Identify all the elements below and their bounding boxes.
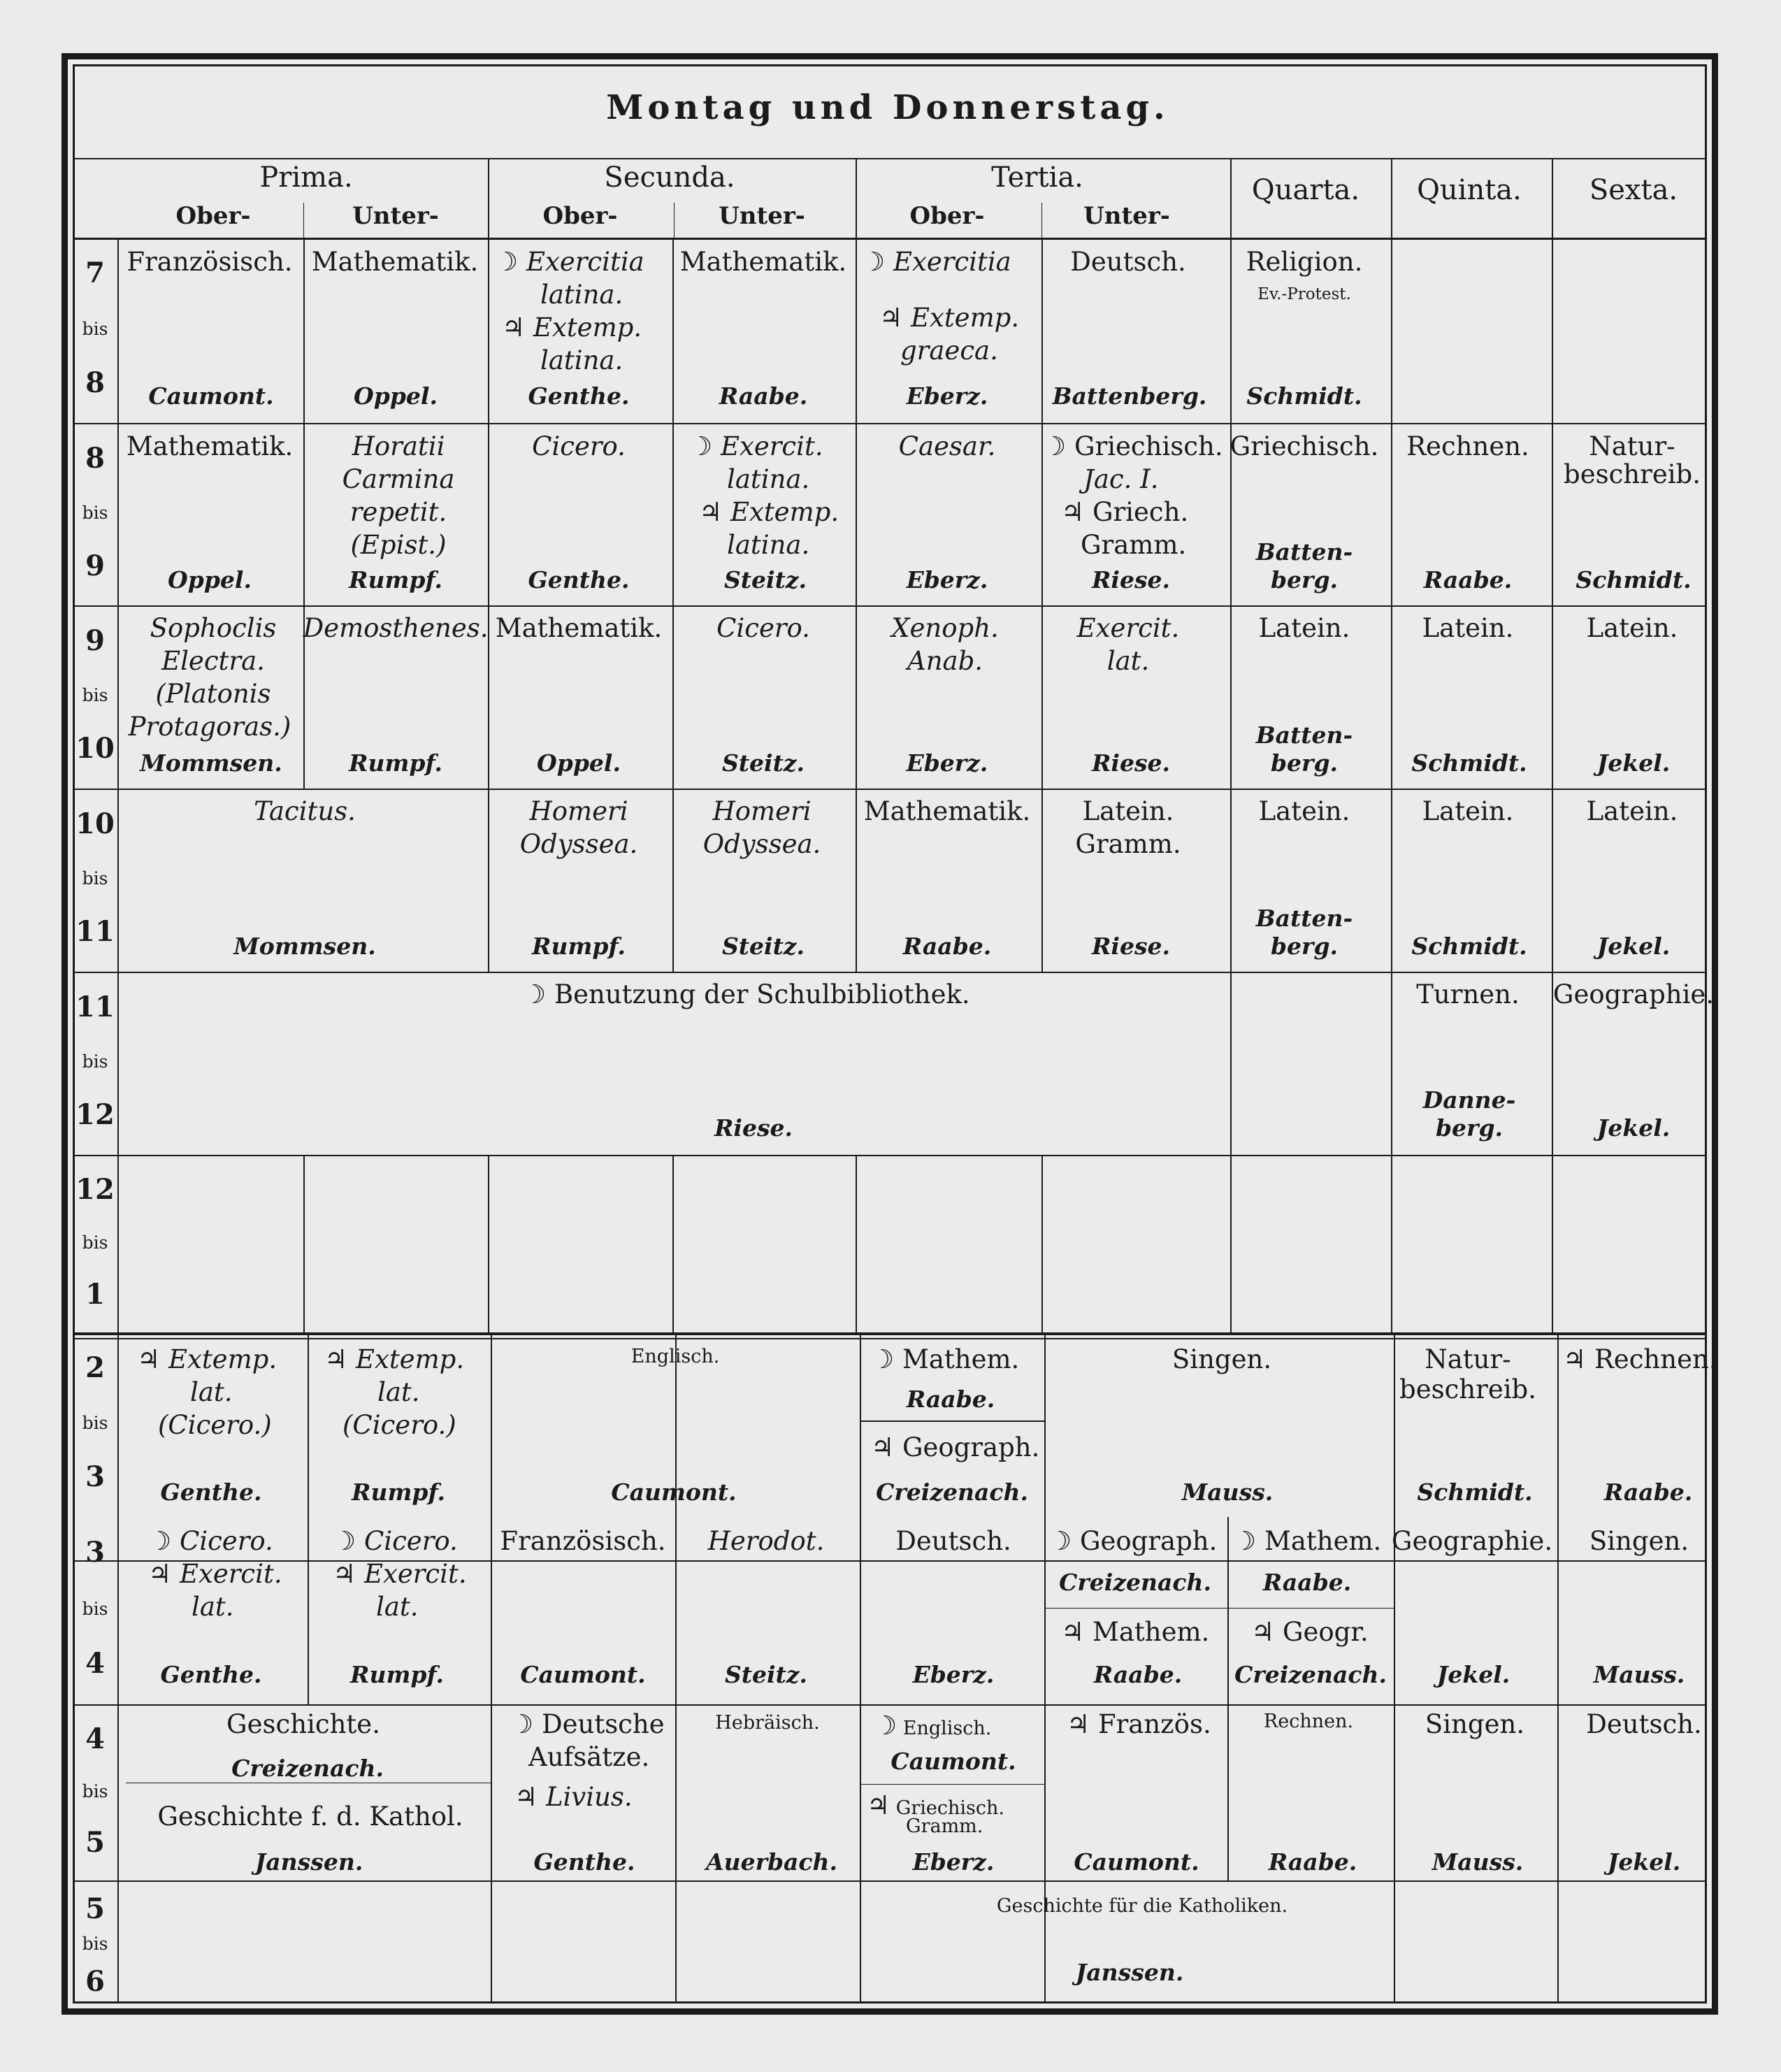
moon-icon: ☽ bbox=[871, 1344, 895, 1374]
grid-line bbox=[856, 238, 857, 972]
cell-teacher: Raabe. bbox=[1268, 1848, 1357, 1876]
grid-line bbox=[73, 789, 1706, 790]
cell-subject: Mathematik. bbox=[863, 796, 1031, 826]
cell-subject-line: (Platonis bbox=[155, 679, 271, 709]
cell-teacher: Rumpf. bbox=[352, 1479, 445, 1506]
cell-subject-line: Latein. bbox=[1082, 796, 1174, 826]
jupiter-icon: ♃ bbox=[867, 1790, 891, 1820]
cell-subject-line: Homeri bbox=[712, 796, 812, 826]
time-bis: bis bbox=[82, 318, 108, 339]
time-hour: 9 bbox=[85, 549, 105, 582]
grid-line bbox=[73, 238, 1706, 240]
cell-teacher: berg. bbox=[1435, 1114, 1504, 1142]
cell-subject-line: repetit. bbox=[349, 497, 447, 527]
time-hour: 11 bbox=[75, 915, 115, 949]
cell-subject: Mathematik. bbox=[126, 431, 294, 461]
cell-teacher: Batten- bbox=[1255, 538, 1353, 566]
jupiter-icon: ♃ bbox=[1067, 1709, 1090, 1739]
grid-line bbox=[308, 1332, 309, 1704]
jupiter-icon: ♃ bbox=[333, 1559, 356, 1589]
time-bis: bis bbox=[82, 1413, 108, 1434]
cell-subject: ♃ Mathem. bbox=[1061, 1617, 1210, 1647]
grid-line bbox=[1391, 238, 1392, 1332]
header-sexta: Sexta. bbox=[1589, 174, 1678, 206]
grid-line bbox=[73, 1155, 1706, 1156]
cell-teacher: berg. bbox=[1270, 749, 1339, 777]
cell-subject-line: Anab. bbox=[907, 646, 983, 676]
cell-subject-line: lat. bbox=[377, 1377, 420, 1407]
cell-subject-line: Odyssea. bbox=[519, 829, 638, 859]
cell-subject-line: lat. bbox=[1106, 646, 1150, 676]
cell-subject: Demosthenes. bbox=[303, 613, 489, 643]
jupiter-icon: ♃ bbox=[514, 1782, 538, 1812]
jupiter-icon: ♃ bbox=[148, 1559, 172, 1589]
time-bis: bis bbox=[82, 502, 108, 523]
cell-teacher: Eberz. bbox=[912, 1661, 995, 1688]
grid-line bbox=[675, 1332, 677, 2003]
header-quinta: Quinta. bbox=[1417, 174, 1522, 206]
cell-subject-line: graeca. bbox=[900, 336, 998, 366]
time-hour: 9 bbox=[85, 624, 105, 657]
cell-subject: ♃ Französ. bbox=[1067, 1709, 1211, 1739]
jupiter-icon: ♃ bbox=[1061, 1617, 1085, 1647]
cell-subject: ☽ Exercitia bbox=[495, 247, 644, 277]
header-tertia-ober: Ober- bbox=[909, 202, 985, 230]
cell-teacher: Steitz. bbox=[723, 566, 807, 593]
moon-icon: ☽ bbox=[1043, 431, 1067, 461]
cell-teacher: Batten- bbox=[1255, 905, 1353, 932]
moon-icon: ☽ bbox=[862, 247, 886, 277]
cell-teacher: Jekel. bbox=[1596, 933, 1671, 960]
cell-subject: ☽ Mathem. bbox=[871, 1344, 1020, 1374]
cell-subject: Latein. bbox=[1422, 796, 1514, 826]
grid-line bbox=[856, 1155, 857, 1332]
cell-teacher: Caumont. bbox=[611, 1479, 737, 1506]
grid-line bbox=[488, 238, 489, 972]
cell-subject: Geographie. bbox=[1391, 1526, 1553, 1556]
time-hour: 4 bbox=[85, 1646, 105, 1680]
jupiter-icon: ♃ bbox=[1251, 1617, 1275, 1647]
cell-teacher: Jekel. bbox=[1596, 749, 1671, 777]
cell-subject-line: Exercit. bbox=[1076, 613, 1180, 643]
cell-teacher: Jekel. bbox=[1596, 1114, 1671, 1142]
jupiter-icon: ♃ bbox=[1061, 497, 1085, 527]
grid-line bbox=[860, 1784, 1044, 1785]
cell-subject-line: Xenoph. bbox=[891, 613, 999, 643]
cell-subject: Englisch. bbox=[630, 1346, 720, 1367]
cell-teacher: Eberz. bbox=[906, 749, 988, 777]
grid-line bbox=[1552, 238, 1553, 1332]
cell-subject-line: lat. bbox=[190, 1377, 233, 1407]
time-hour: 1 bbox=[85, 1277, 105, 1311]
cell-teacher: Genthe. bbox=[528, 566, 630, 593]
cell-subject: Latein. bbox=[1258, 613, 1350, 643]
cell-subject: ♃ Exercit. bbox=[333, 1559, 467, 1589]
time-hour: 12 bbox=[75, 1098, 115, 1132]
cell-subject: Französisch. bbox=[127, 247, 293, 277]
cell-teacher: Raabe. bbox=[1423, 566, 1513, 593]
cell-teacher: Raabe. bbox=[1093, 1661, 1183, 1688]
grid-line bbox=[303, 203, 304, 238]
cell-subject: Singen. bbox=[1425, 1709, 1525, 1739]
moon-icon: ☽ bbox=[1048, 1526, 1072, 1556]
grid-line bbox=[73, 972, 1706, 973]
cell-teacher: Genthe. bbox=[160, 1479, 262, 1506]
cell-subject-line: Natur- bbox=[1589, 431, 1675, 461]
cell-subject: Latein. bbox=[1422, 613, 1514, 643]
cell-subject: ♃ Griechisch. bbox=[867, 1790, 1004, 1820]
moon-icon: ☽ bbox=[148, 1526, 172, 1556]
cell-subject: Deutsch. bbox=[1070, 247, 1186, 277]
cell-subject-line: latina. bbox=[540, 345, 623, 375]
cell-teacher: Schmidt. bbox=[1411, 933, 1527, 960]
time-bis: bis bbox=[82, 1232, 108, 1253]
jupiter-icon: ♃ bbox=[137, 1344, 161, 1374]
time-hour: 10 bbox=[75, 732, 115, 765]
cell-teacher: Steitz. bbox=[721, 933, 805, 960]
grid-line bbox=[672, 238, 674, 972]
cell-subject: Cicero. bbox=[532, 431, 626, 461]
cell-subject-line: Electra. bbox=[161, 646, 265, 676]
cell-note: Ev.-Protest. bbox=[1257, 285, 1351, 303]
cell-teacher: Creizenach. bbox=[1234, 1661, 1387, 1688]
cell-subject-line: Horatii bbox=[352, 431, 445, 461]
cell-subject-line: (Cicero.) bbox=[342, 1410, 456, 1440]
cell-teacher: Jekel. bbox=[1607, 1848, 1681, 1876]
cell-teacher: Genthe. bbox=[528, 382, 630, 410]
header-secunda: Secunda. bbox=[604, 161, 735, 194]
grid-line bbox=[303, 238, 305, 789]
cell-teacher: Schmidt. bbox=[1417, 1479, 1533, 1506]
cell-subject: ☽ Cicero. bbox=[148, 1526, 273, 1556]
grid-line bbox=[1041, 1155, 1043, 1332]
time-hour: 10 bbox=[75, 807, 115, 840]
time-hour: 8 bbox=[85, 366, 105, 399]
cell-teacher: Raabe. bbox=[1603, 1479, 1693, 1506]
cell-subject: ♃ Extemp. bbox=[699, 497, 839, 527]
grid-line bbox=[856, 158, 857, 238]
time-bis: bis bbox=[82, 1598, 108, 1619]
time-hour: 8 bbox=[85, 441, 105, 475]
grid-line bbox=[73, 1880, 1706, 1882]
cell-teacher: Schmidt. bbox=[1246, 382, 1362, 410]
cell-teacher: Raabe. bbox=[719, 382, 808, 410]
time-bis: bis bbox=[82, 1051, 108, 1072]
cell-teacher: Raabe. bbox=[902, 933, 992, 960]
cell-subject: Turnen. bbox=[1416, 979, 1520, 1009]
cell-subject: Französisch. bbox=[500, 1526, 666, 1556]
grid-line bbox=[73, 1704, 1706, 1706]
jupiter-icon: ♃ bbox=[502, 312, 526, 343]
cell-subject: Caesar. bbox=[898, 431, 996, 461]
jupiter-icon: ♃ bbox=[699, 497, 723, 527]
header-tertia: Tertia. bbox=[991, 161, 1083, 194]
cell-subject: ♃ Extemp. bbox=[879, 303, 1020, 333]
cell-subject-line: (Epist.) bbox=[350, 530, 447, 560]
cell-subject: Latein. bbox=[1586, 796, 1678, 826]
cell-subject-line: Protagoras.) bbox=[128, 712, 291, 742]
cell-subject: Geschichte f. d. Kathol. bbox=[157, 1801, 463, 1832]
cell-subject: Geschichte. bbox=[226, 1709, 380, 1739]
header-tertia-unter: Unter- bbox=[1083, 202, 1170, 230]
grid-line bbox=[303, 1155, 305, 1332]
cell-teacher: Batten- bbox=[1255, 721, 1353, 749]
cell-teacher: Oppel. bbox=[168, 566, 252, 593]
cell-teacher: Jekel. bbox=[1436, 1661, 1510, 1688]
cell-subject-line: lat. bbox=[192, 1592, 234, 1622]
cell-subject: Religion. bbox=[1246, 247, 1363, 277]
cell-subject: Herodot. bbox=[707, 1526, 825, 1556]
cell-subject-line: latina. bbox=[540, 280, 623, 310]
jupiter-icon: ♃ bbox=[1563, 1344, 1587, 1374]
jupiter-icon: ♃ bbox=[879, 303, 903, 333]
cell-teacher: Mommsen. bbox=[140, 749, 282, 777]
cell-subject: Tacitus. bbox=[254, 796, 356, 826]
grid-line bbox=[1552, 158, 1553, 238]
cell-subject: Griechisch. bbox=[1230, 431, 1379, 461]
cell-teacher: Schmidt. bbox=[1576, 566, 1692, 593]
cell-subject: Deutsch. bbox=[895, 1526, 1011, 1556]
cell-teacher: Oppel. bbox=[537, 749, 621, 777]
cell-teacher: Caumont. bbox=[148, 382, 274, 410]
grid-line bbox=[1041, 203, 1042, 238]
grid-line bbox=[1044, 1608, 1394, 1609]
cell-subject: ♃ Rechnen. bbox=[1563, 1344, 1717, 1374]
grid-line bbox=[1041, 238, 1043, 972]
cell-subject: ♃ Extemp. bbox=[137, 1344, 277, 1374]
time-hour: 6 bbox=[85, 1965, 105, 1999]
cell-subject: ♃ Exercit. bbox=[148, 1559, 282, 1589]
grid-line bbox=[488, 1155, 489, 1332]
cell-teacher: Danne- bbox=[1422, 1086, 1516, 1114]
cell-subject-line: lat. bbox=[376, 1592, 419, 1622]
cell-teacher: Steitz. bbox=[724, 1661, 808, 1688]
grid-line bbox=[488, 158, 489, 238]
page-title: Montag und Donnerstag. bbox=[606, 88, 1169, 127]
grid-line bbox=[1394, 1332, 1395, 2003]
grid-line bbox=[73, 1332, 1706, 1335]
cell-subject-line: beschreib. bbox=[1399, 1374, 1536, 1404]
cell-teacher: Eberz. bbox=[906, 566, 988, 593]
grid-line bbox=[73, 423, 1706, 424]
cell-teacher: Rumpf. bbox=[349, 566, 442, 593]
header-secunda-unter: Unter- bbox=[719, 202, 805, 230]
time-hour: 2 bbox=[85, 1351, 105, 1385]
cell-subject: ♃ Extemp. bbox=[324, 1344, 465, 1374]
cell-subject-line: Jac. I. bbox=[1083, 464, 1159, 494]
cell-teacher: berg. bbox=[1270, 566, 1339, 593]
cell-subject: Deutsch. bbox=[1586, 1709, 1702, 1739]
cell-subject-line: Gramm. bbox=[1081, 530, 1187, 560]
cell-teacher: Janssen. bbox=[254, 1848, 363, 1876]
cell-subject-line: latina. bbox=[727, 530, 810, 560]
moon-icon: ☽ bbox=[874, 1711, 897, 1741]
cell-teacher: Rumpf. bbox=[350, 1661, 444, 1688]
moon-icon: ☽ bbox=[1233, 1526, 1257, 1556]
header-prima-unter: Unter- bbox=[352, 202, 439, 230]
cell-subject: Mathematik. bbox=[679, 247, 847, 277]
cell-teacher: Creizenach. bbox=[876, 1479, 1028, 1506]
jupiter-icon: ♃ bbox=[871, 1432, 895, 1462]
cell-teacher: Raabe. bbox=[906, 1386, 995, 1413]
cell-subject: ☽ Benutzung der Schulbibliothek. bbox=[523, 979, 970, 1009]
cell-subject: ☽ Geograph. bbox=[1048, 1526, 1218, 1556]
cell-teacher: Steitz. bbox=[721, 749, 805, 777]
jupiter-icon: ♃ bbox=[324, 1344, 348, 1374]
header-prima: Prima. bbox=[259, 161, 353, 194]
cell-teacher: Caumont. bbox=[520, 1661, 646, 1688]
cell-teacher: Genthe. bbox=[160, 1661, 262, 1688]
cell-subject: Singen. bbox=[1171, 1344, 1272, 1374]
cell-teacher: Mauss. bbox=[1432, 1848, 1524, 1876]
time-hour: 12 bbox=[75, 1172, 115, 1206]
time-hour: 4 bbox=[85, 1722, 105, 1755]
cell-teacher: Rumpf. bbox=[349, 749, 442, 777]
cell-subject: ♃ Geograph. bbox=[871, 1432, 1040, 1462]
cell-subject: Mathematik. bbox=[495, 613, 663, 643]
time-hour: 11 bbox=[75, 990, 115, 1023]
moon-icon: ☽ bbox=[333, 1526, 356, 1556]
grid-line bbox=[73, 1338, 1706, 1339]
moon-icon: ☽ bbox=[510, 1709, 534, 1739]
cell-subject: ☽ Griechisch. bbox=[1043, 431, 1223, 461]
time-bis: bis bbox=[82, 1934, 108, 1955]
cell-subject: Latein. bbox=[1586, 613, 1678, 643]
header-quarta: Quarta. bbox=[1251, 174, 1360, 206]
grid-line bbox=[1230, 158, 1232, 238]
cell-teacher: Schmidt. bbox=[1411, 749, 1527, 777]
cell-teacher: Janssen. bbox=[1075, 1959, 1184, 1986]
cell-teacher: Mommsen. bbox=[233, 933, 376, 960]
cell-teacher: Riese. bbox=[714, 1114, 793, 1142]
grid-line bbox=[672, 1155, 674, 1332]
cell-subject: Rechnen. bbox=[1263, 1711, 1354, 1732]
time-hour: 3 bbox=[85, 1536, 105, 1569]
grid-line bbox=[860, 1332, 861, 2003]
cell-subject: Geographie. bbox=[1552, 979, 1715, 1009]
cell-subject: ♃ Geogr. bbox=[1251, 1617, 1369, 1647]
cell-teacher: Creizenach. bbox=[1059, 1569, 1211, 1596]
cell-subject: Mathematik. bbox=[311, 247, 479, 277]
cell-teacher: Riese. bbox=[1091, 749, 1171, 777]
header-prima-ober: Ober- bbox=[175, 202, 251, 230]
cell-subject-line: latina. bbox=[727, 464, 810, 494]
cell-subject: Rechnen. bbox=[1406, 431, 1529, 461]
cell-teacher: Eberz. bbox=[912, 1848, 995, 1876]
cell-teacher: Riese. bbox=[1091, 566, 1171, 593]
grid-line bbox=[491, 1332, 492, 2003]
cell-subject-line: Sophoclis bbox=[150, 613, 277, 643]
cell-subject: Latein. bbox=[1258, 796, 1350, 826]
cell-subject: ☽ Deutsche bbox=[510, 1709, 665, 1739]
cell-teacher: Mauss. bbox=[1181, 1479, 1274, 1506]
grid-line bbox=[674, 203, 675, 238]
grid-line bbox=[860, 1420, 1044, 1422]
cell-subject: ☽ Englisch. bbox=[874, 1711, 992, 1741]
cell-subject: ♃ Griech. bbox=[1061, 497, 1189, 527]
cell-teacher: Raabe. bbox=[1262, 1569, 1352, 1596]
cell-teacher: Riese. bbox=[1091, 933, 1171, 960]
cell-teacher: Eberz. bbox=[906, 382, 988, 410]
cell-teacher: Oppel. bbox=[354, 382, 438, 410]
time-hour: 5 bbox=[85, 1892, 105, 1926]
cell-subject-line: Homeri bbox=[529, 796, 628, 826]
cell-teacher: berg. bbox=[1270, 933, 1339, 960]
cell-subject: ☽ Mathem. bbox=[1233, 1526, 1382, 1556]
cell-subject-line: Gramm. bbox=[1075, 829, 1181, 859]
cell-subject: Cicero. bbox=[716, 613, 810, 643]
time-hour: 5 bbox=[85, 1826, 105, 1859]
cell-teacher: Genthe. bbox=[533, 1848, 635, 1876]
cell-teacher: Rumpf. bbox=[532, 933, 626, 960]
cell-subject: ♃ Extemp. bbox=[502, 312, 642, 343]
cell-subject-line: Aufsätze. bbox=[528, 1742, 650, 1772]
cell-teacher: Caumont. bbox=[1074, 1848, 1199, 1876]
time-bis: bis bbox=[82, 1780, 108, 1801]
header-secunda-ober: Ober- bbox=[542, 202, 618, 230]
cell-subject: Geschichte für die Katholiken. bbox=[996, 1895, 1288, 1917]
time-bis: bis bbox=[82, 868, 108, 889]
cell-subject-line: Gramm. bbox=[906, 1815, 983, 1837]
cell-subject: ☽ Exercit. bbox=[689, 431, 823, 461]
grid-line bbox=[73, 158, 1706, 159]
moon-icon: ☽ bbox=[523, 979, 547, 1009]
cell-teacher: Mauss. bbox=[1593, 1661, 1685, 1688]
cell-teacher: Auerbach. bbox=[705, 1848, 838, 1876]
cell-subject-line: Odyssea. bbox=[702, 829, 821, 859]
cell-subject: Hebräisch. bbox=[715, 1712, 820, 1734]
cell-subject: ☽ Cicero. bbox=[333, 1526, 458, 1556]
cell-subject-line: beschreib. bbox=[1564, 459, 1701, 489]
time-bis: bis bbox=[82, 685, 108, 706]
grid-line bbox=[73, 605, 1706, 607]
grid-line bbox=[117, 238, 119, 2003]
cell-subject-line: Carmina bbox=[342, 464, 455, 494]
grid-line bbox=[1230, 238, 1232, 1332]
grid-line bbox=[73, 1560, 1706, 1562]
grid-line bbox=[1227, 1517, 1229, 1880]
cell-subject: ☽ Exercitia bbox=[862, 247, 1011, 277]
cell-subject: ♃ Livius. bbox=[514, 1782, 633, 1812]
time-hour: 7 bbox=[85, 257, 105, 290]
cell-teacher: Caumont. bbox=[891, 1748, 1016, 1775]
cell-teacher: Battenberg. bbox=[1052, 382, 1207, 410]
cell-subject-line: (Cicero.) bbox=[158, 1410, 272, 1440]
cell-subject: Singen. bbox=[1589, 1526, 1689, 1556]
moon-icon: ☽ bbox=[495, 247, 519, 277]
cell-subject-line: Natur- bbox=[1425, 1344, 1511, 1374]
cell-teacher: Creizenach. bbox=[231, 1755, 384, 1782]
grid-line bbox=[1391, 158, 1392, 238]
grid-line bbox=[1557, 1332, 1559, 2003]
moon-icon: ☽ bbox=[689, 431, 713, 461]
time-hour: 3 bbox=[85, 1460, 105, 1493]
